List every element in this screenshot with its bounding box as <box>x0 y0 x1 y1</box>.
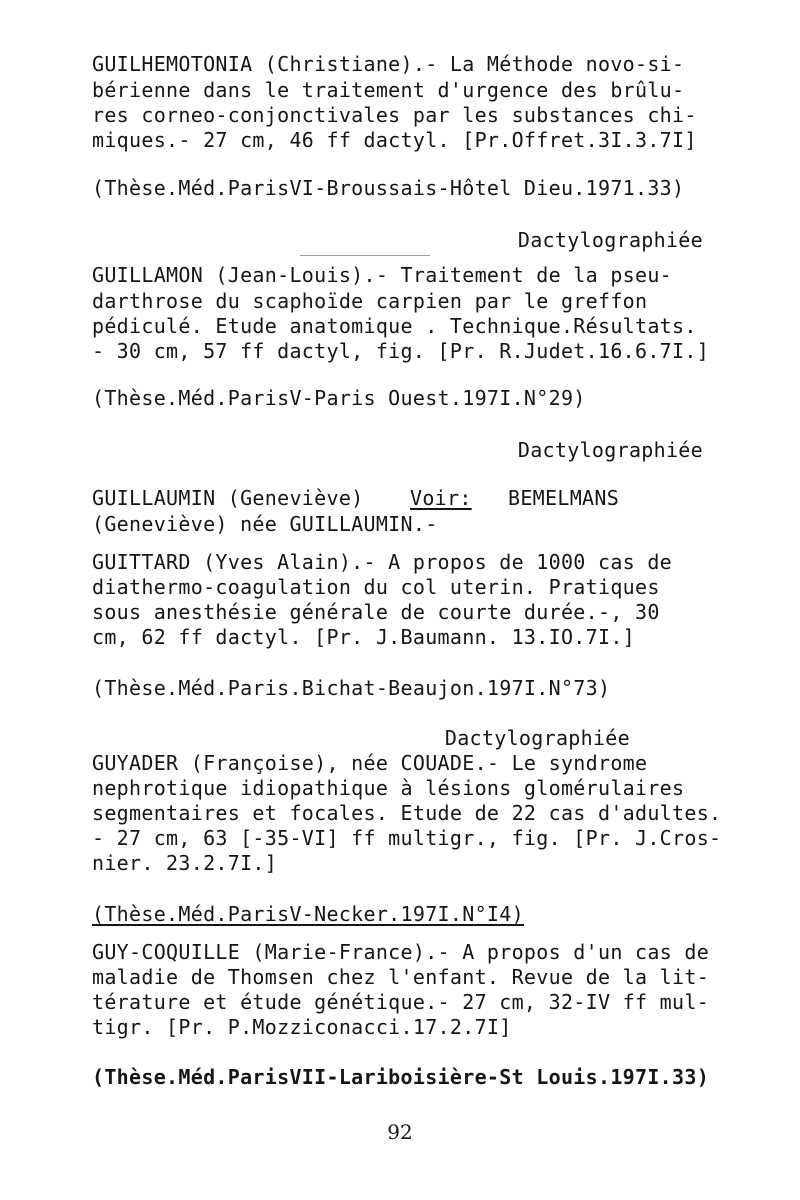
entry-line: res corneo-conjonctivales par les substances chi- <box>92 103 697 127</box>
entry-line: (Geneviève) née GUILLAUMIN.- <box>92 512 438 536</box>
entry-line: nier. 23.2.7I.] <box>92 851 278 875</box>
thesis-reference: (Thèse.Méd.ParisVI-Broussais-Hôtel Dieu.1971.33) <box>92 176 685 200</box>
thesis-reference: (Thèse.Méd.ParisV-Necker.197I.N°I4) <box>92 902 524 926</box>
entry-line: GUILHEMOTONIA (Christiane).- La Méthode novo-si- <box>92 52 685 76</box>
entry-line: pédiculé. Etude anatomique . Technique.Résultats. <box>92 314 697 338</box>
entry-line: diathermo-coagulation du col uterin. Pratiques <box>92 575 660 599</box>
cross-reference: BEMELMANS <box>508 486 620 510</box>
entry-line: bérienne dans le traitement d'urgence des brûlu- <box>92 78 685 102</box>
page-number: 92 <box>387 1120 413 1144</box>
entry-line: nephrotique idiopathique à lésions glomérulaires <box>92 776 685 800</box>
entry-line: térature et étude génétique.- 27 cm, 32-IV ff mul- <box>92 990 710 1014</box>
entry-line: GUITTARD (Yves Alain).- A propos de 1000 cas de <box>92 550 673 574</box>
entry-line: cm, 62 ff dactyl. [Pr. J.Baumann. 13.IO.7I.] <box>92 625 636 649</box>
document-type: Dactylographiée <box>517 228 703 252</box>
entry-line: segmentaires et focales. Etude de 22 cas d'adultes. <box>92 801 722 825</box>
entry-line: GUY-COQUILLE (Marie-France).- A propos d'un cas de <box>92 940 710 964</box>
thesis-reference: (Thèse.Méd.ParisVII-Lariboisière-St Louis.197I.33) <box>92 1065 710 1089</box>
divider <box>300 255 430 256</box>
entry-line: maladie de Thomsen chez l'enfant. Revue de la lit- <box>92 965 710 989</box>
thesis-reference: (Thèse.Méd.ParisV-Paris Ouest.197I.N°29) <box>92 386 586 410</box>
entry-line: sous anesthésie générale de courte durée.-, 30 <box>92 600 660 624</box>
voir-label: Voir: <box>410 486 472 510</box>
entry-line: tigr. [Pr. P.Mozziconacci.17.2.7I] <box>92 1015 512 1039</box>
thesis-reference: (Thèse.Méd.Paris.Bichat-Beaujon.197I.N°73) <box>92 676 611 700</box>
entry-line: GUILLAUMIN (Geneviève) <box>92 486 364 510</box>
entry-line: GUILLAMON (Jean-Louis).- Traitement de la pseu- <box>92 263 673 287</box>
entry-line: darthrose du scaphoïde carpien par le greffon <box>92 289 648 313</box>
entry-line: - 30 cm, 57 ff dactyl, fig. [Pr. R.Judet.16.6.7I.] <box>92 339 710 363</box>
entry-line: - 27 cm, 63 [-35-VI] ff multigr., fig. [Pr. J.Cros- <box>92 826 722 850</box>
entry-line: miques.- 27 cm, 46 ff dactyl. [Pr.Offret.3I.3.7I] <box>92 128 697 152</box>
document-type: Dactylographiée <box>444 726 630 750</box>
entry-line: GUYADER (Françoise), née COUADE.- Le syndrome <box>92 751 648 775</box>
document-type: Dactylographiée <box>517 438 703 462</box>
